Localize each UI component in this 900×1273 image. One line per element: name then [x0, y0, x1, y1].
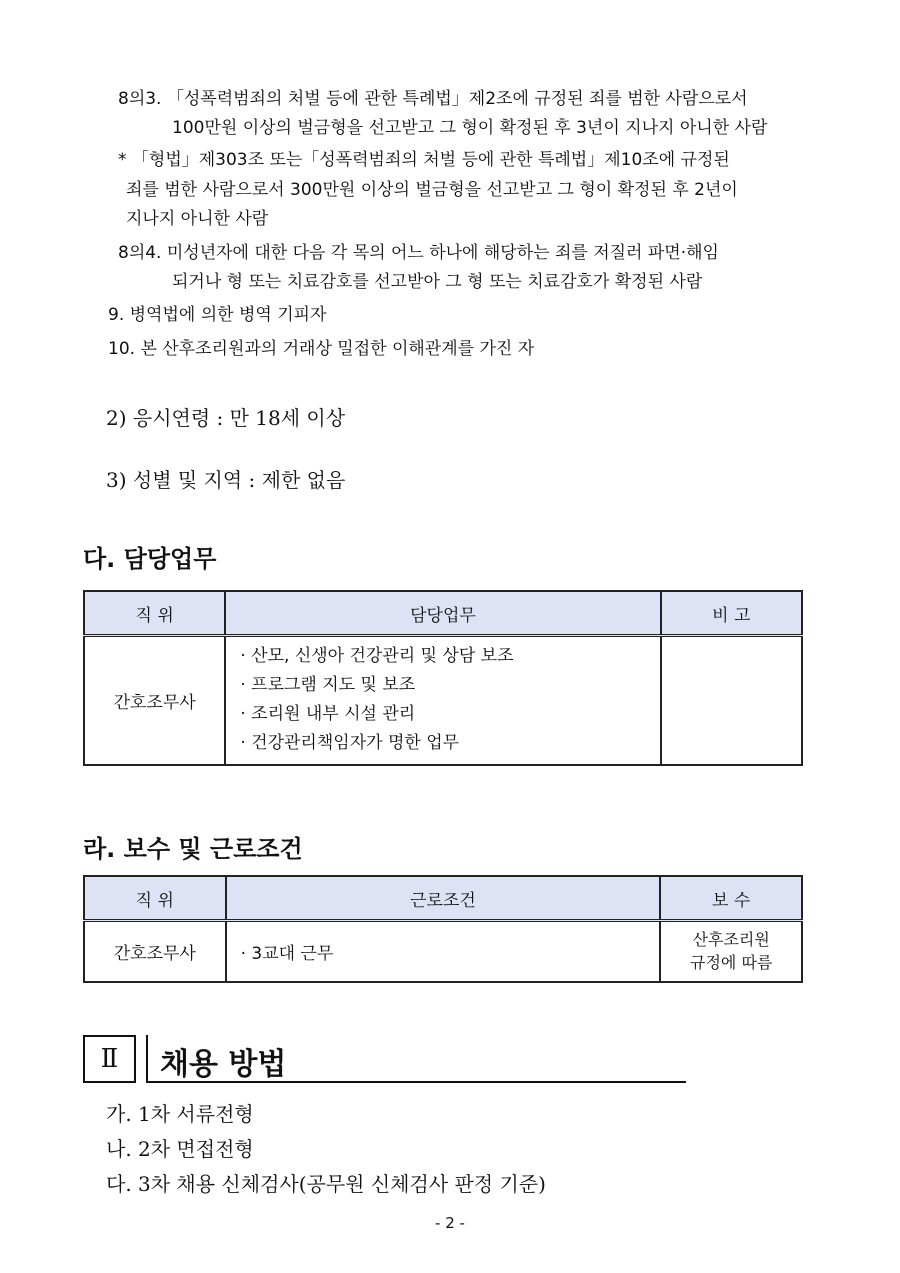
item-note-line3: 지나지 아니한 사람: [126, 209, 269, 229]
page-number: - 2 -: [435, 1214, 465, 1232]
pay-table: [83, 875, 803, 983]
item-8-3-line2: 100만원 이상의 벌금형을 선고받고 그 형이 확정된 후 3년이 지나지 아니한 사람: [172, 118, 768, 138]
duties-table: [83, 590, 803, 766]
section-number: Ⅱ: [100, 1044, 119, 1074]
item-note-line2: 죄를 범한 사람으로서 300만원 이상의 벌금형을 선고받고 그 형이 확정된 후 2년이: [126, 180, 738, 200]
pay-value-line1: 산후조리원: [692, 930, 770, 950]
pay-header-pay: 보 수: [660, 876, 802, 921]
duty-item: · 프로그램 지도 및 보조: [240, 675, 416, 696]
pay-condition-cell: · 3교대 근무: [226, 921, 661, 982]
duties-note-cell: [661, 636, 802, 765]
duties-position-cell: 간호조무사: [84, 636, 225, 765]
duty-item: · 조리원 내부 시설 관리: [240, 704, 416, 725]
duty-item: · 건강관리책임자가 명한 업무: [240, 733, 460, 754]
step-1: 가. 1차 서류전형: [106, 1102, 254, 1126]
item-10: 10. 본 산후조리원과의 거래상 밀접한 이해관계를 가진 자: [108, 339, 535, 359]
duty-item: · 산모, 신생아 건강관리 및 상담 보조: [240, 646, 514, 667]
pay-position-cell: 간호조무사: [84, 921, 226, 982]
item-8-3-line1: 8의3. 「성폭력범죄의 처벌 등에 관한 특례법」제2조에 규정된 죄를 범한 사람으로서: [118, 89, 748, 109]
item-8-4-line1: 8의4. 미성년자에 대한 다음 각 목의 어느 하나에 해당하는 죄를 저질러 파면·해임: [118, 243, 719, 263]
item-8-4-line2: 되거나 형 또는 치료감호를 선고받아 그 형 또는 치료감호가 확정된 사람: [172, 272, 703, 292]
section-number-box: [83, 1035, 136, 1083]
section-divider-vertical: [146, 1035, 148, 1083]
pay-header-condition: 근로조건: [226, 876, 661, 921]
item-9: 9. 병역법에 의한 병역 기피자: [108, 305, 327, 325]
gender-region-requirement: 3) 성별 및 지역 : 제한 없음: [106, 468, 346, 492]
duties-header-note: 비 고: [661, 591, 802, 636]
age-requirement: 2) 응시연령 : 만 18세 이상: [106, 406, 346, 430]
duties-heading: 다. 담당업무: [83, 545, 217, 573]
duties-header-duties: 담당업무: [225, 591, 660, 636]
section-title: 채용 방법: [160, 1047, 287, 1082]
pay-value-line2: 규정에 따름: [689, 953, 773, 973]
pay-header-position: 직 위: [84, 876, 226, 921]
duties-list-cell: [225, 636, 660, 765]
duties-header-position: 직 위: [84, 591, 225, 636]
item-note-line1: * 「형법」제303조 또는「성폭력범죄의 처벌 등에 관한 특례법」제10조에 규정된: [118, 150, 730, 170]
pay-heading: 라. 보수 및 근로조건: [83, 835, 303, 863]
step-2: 나. 2차 면접전형: [106, 1137, 254, 1161]
pay-value-cell: [660, 921, 802, 982]
step-3: 다. 3차 채용 신체검사(공무원 신체검사 판정 기준): [106, 1172, 546, 1196]
